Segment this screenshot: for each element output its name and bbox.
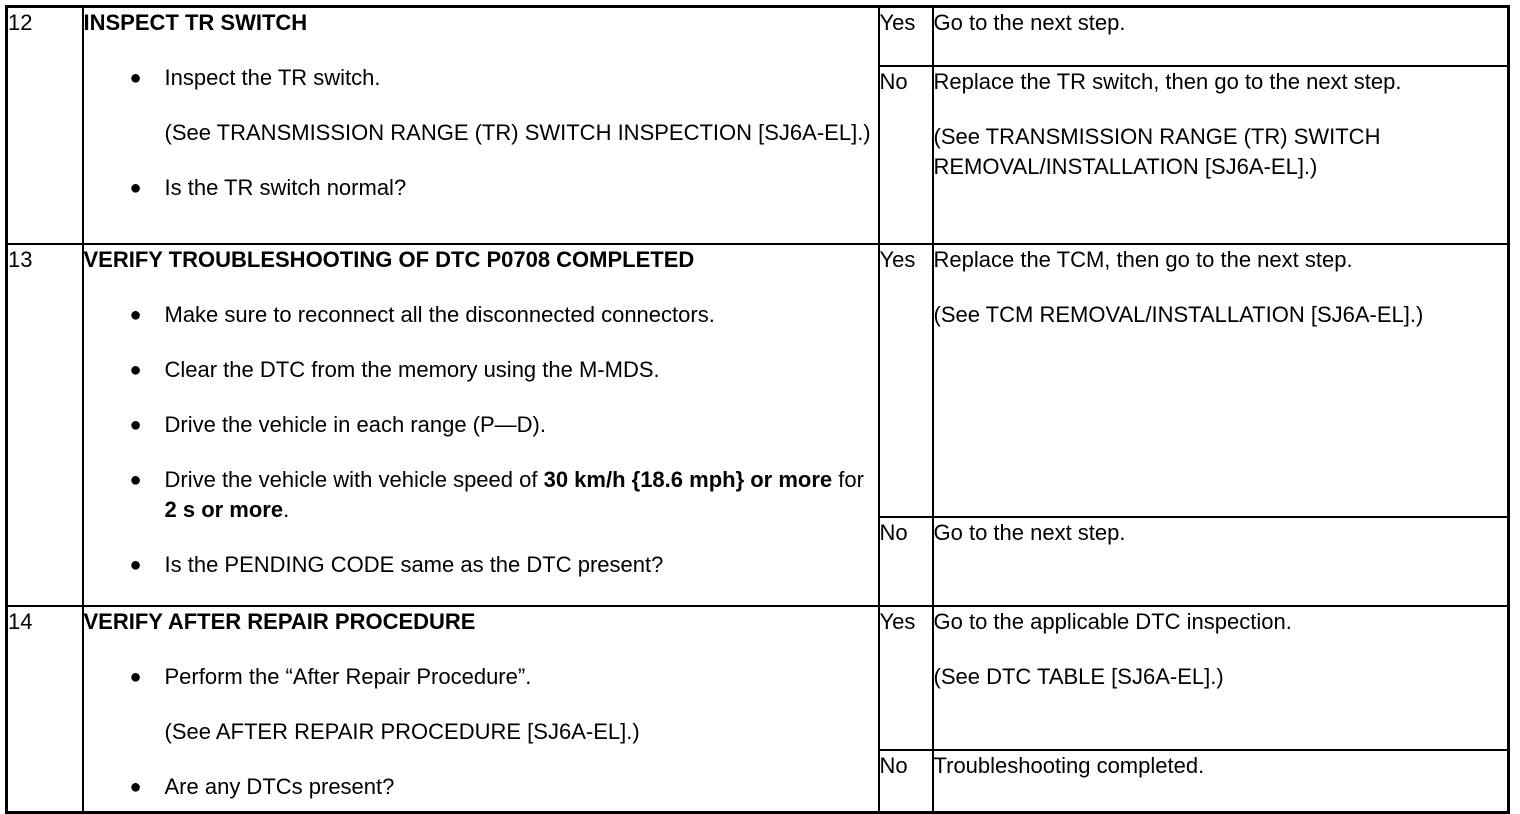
step-title: VERIFY TROUBLESHOOTING OF DTC P0708 COMPLETED — [83, 246, 695, 272]
bullet-icon: ● — [129, 775, 142, 798]
bullet-icon: ● — [129, 413, 142, 436]
step-content — [83, 7, 879, 244]
step-content — [83, 244, 879, 606]
no-result-text: Replace the TR switch, then go to the next step. — [933, 68, 1402, 94]
bullet-item — [84, 662, 878, 692]
bullet-text: Is the PENDING CODE same as the DTC present? — [164, 551, 664, 577]
bullet-text: Inspect the TR switch. — [164, 65, 381, 90]
bullet-item — [84, 63, 878, 93]
bullet-item — [84, 465, 878, 525]
time-condition: 2 s or more — [164, 496, 284, 522]
yes-result: Go to the next step. — [933, 7, 1509, 66]
step-13-yes-row — [7, 244, 1509, 518]
bullet-text: Perform the “After Repair Procedure”. — [164, 663, 532, 689]
reference-note: (See AFTER REPAIR PROCEDURE [SJ6A-EL].) — [164, 718, 640, 744]
speed-condition: 30 km/h {18.6 mph} or more — [543, 466, 833, 492]
no-label: No — [879, 517, 933, 605]
bullet-text: Drive the vehicle in each range (P—D). — [164, 411, 546, 437]
bullet-item — [84, 410, 878, 440]
bullet-text-part: for — [832, 466, 864, 492]
bullet-icon: ● — [129, 177, 142, 199]
no-result-note: (See TRANSMISSION RANGE (TR) SWITCH REMOVAL/INSTALLATION [SJ6A-EL].) — [933, 123, 1381, 179]
bullet-icon: ● — [129, 553, 142, 576]
bullet-item — [84, 300, 878, 330]
step-title: VERIFY AFTER REPAIR PROCEDURE — [83, 608, 476, 634]
bullet-icon: ● — [129, 358, 142, 381]
step-14-yes-row — [7, 606, 1509, 750]
no-label: No — [879, 750, 933, 813]
bullet-item — [84, 173, 878, 203]
no-result: Troubleshooting completed. — [933, 750, 1509, 813]
bullet-text: Clear the DTC from the memory using the M-MDS. — [164, 356, 660, 382]
step-content — [83, 606, 879, 813]
yes-result — [933, 244, 1509, 518]
yes-label: Yes — [879, 244, 933, 518]
bullet-text: Is the TR switch normal? — [164, 175, 407, 200]
no-label: No — [879, 66, 933, 244]
bullet-icon: ● — [129, 665, 142, 688]
yes-result — [933, 606, 1509, 750]
bullet-item — [84, 355, 878, 385]
step-12-yes-row — [7, 7, 1509, 66]
bullet-text: Are any DTCs present? — [164, 773, 395, 799]
step-number: 12 — [7, 7, 83, 244]
yes-result-text: Replace the TCM, then go to the next step. — [933, 246, 1353, 272]
yes-label: Yes — [879, 606, 933, 750]
step-number: 13 — [7, 244, 83, 606]
yes-label: Yes — [879, 7, 933, 66]
step-title: INSPECT TR SWITCH — [83, 10, 308, 35]
bullet-icon: ● — [129, 468, 142, 491]
no-result: Go to the next step. — [933, 517, 1509, 605]
bullet-icon: ● — [129, 303, 142, 326]
bullet-icon: ● — [129, 67, 142, 89]
bullet-text — [165, 467, 864, 522]
reference-note: (See TRANSMISSION RANGE (TR) SWITCH INSPECTION [SJ6A-EL].) — [164, 120, 871, 145]
no-result — [933, 66, 1509, 244]
step-number: 14 — [7, 606, 83, 813]
bullet-text: Make sure to reconnect all the disconnected connectors. — [164, 301, 715, 327]
bullet-text-part: Drive the vehicle with vehicle speed of — [164, 466, 544, 492]
bullet-item — [84, 772, 878, 802]
yes-result-note: (See TCM REMOVAL/INSTALLATION [SJ6A-EL].) — [933, 301, 1424, 327]
bullet-item — [84, 550, 878, 580]
yes-result-text: Go to the applicable DTC inspection. — [933, 608, 1292, 634]
bullet-text-part: . — [283, 496, 290, 522]
yes-result-note: (See DTC TABLE [SJ6A-EL].) — [933, 663, 1224, 689]
diagnostic-procedure-table — [5, 5, 1510, 814]
